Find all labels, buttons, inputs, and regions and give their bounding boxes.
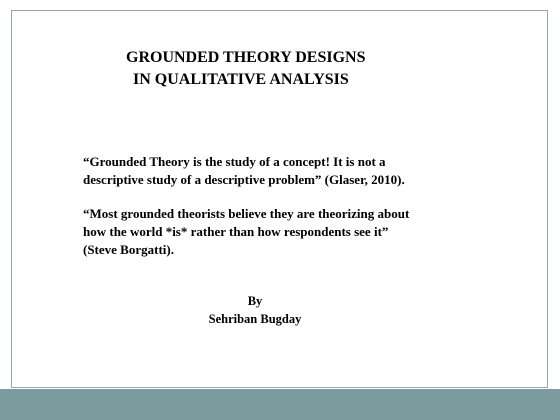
slide-title [126, 47, 365, 91]
quote-borgatti [83, 205, 409, 259]
byline [200, 292, 310, 328]
quote-glaser [83, 153, 405, 189]
quote-line: “Grounded Theory is the study of a concept! It is not a [83, 154, 386, 169]
title-line-2: IN QUALITATIVE ANALYSIS [133, 71, 349, 88]
quote-line: (Steve Borgatti). [83, 242, 174, 257]
footer-bar [0, 389, 560, 420]
quote-line: descriptive study of a descriptive problem” (Glaser, 2010). [83, 172, 405, 187]
quote-line: how the world *is* rather than how respondents see it” [83, 224, 389, 239]
byline-by: By [247, 294, 263, 308]
author-name: Sehriban Bugday [208, 312, 302, 326]
quote-line: “Most grounded theorists believe they are theorizing about [83, 206, 410, 221]
title-line-1: GROUNDED THEORY DESIGNS [126, 49, 366, 66]
